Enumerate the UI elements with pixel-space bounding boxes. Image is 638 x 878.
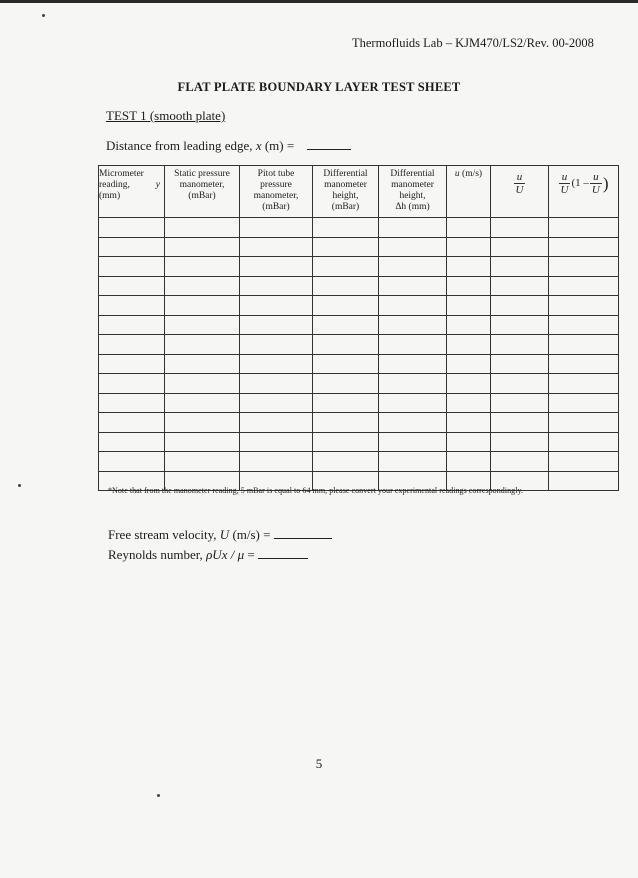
table-cell[interactable] <box>549 276 619 296</box>
table-cell[interactable] <box>549 452 619 472</box>
table-cell[interactable] <box>491 276 549 296</box>
table-cell[interactable] <box>313 374 379 394</box>
table-cell[interactable] <box>549 471 619 491</box>
col-profile-term: $\frac{u}{U}$ (1 – $\frac{u}{U}$ ) <box>549 166 619 218</box>
table-cell[interactable] <box>165 296 240 316</box>
table-cell[interactable] <box>99 296 165 316</box>
table-cell[interactable] <box>165 335 240 355</box>
table-cell[interactable] <box>379 413 447 433</box>
col-pitot-tube: Pitot tube pressure manometer, (mBar) <box>240 166 313 218</box>
table-cell[interactable] <box>447 393 491 413</box>
table-cell[interactable] <box>99 374 165 394</box>
table-cell[interactable] <box>99 237 165 257</box>
scan-speck <box>42 14 45 17</box>
table-cell[interactable] <box>549 315 619 335</box>
table-cell[interactable] <box>99 335 165 355</box>
free-stream-line <box>108 527 332 543</box>
top-border-line <box>0 0 638 3</box>
table-cell[interactable] <box>165 354 240 374</box>
table-cell[interactable] <box>379 296 447 316</box>
col-velocity-ratio: $\frac{u}{U}$ <box>491 166 549 218</box>
table-cell[interactable] <box>165 452 240 472</box>
reynolds-expr: ρUx / μ <box>206 547 245 562</box>
table-cell[interactable] <box>491 315 549 335</box>
table-cell[interactable] <box>379 354 447 374</box>
table-cell[interactable] <box>165 393 240 413</box>
table-cell[interactable] <box>240 237 313 257</box>
table-row <box>99 452 619 472</box>
table-row <box>99 335 619 355</box>
table-row <box>99 218 619 238</box>
reynolds-eq: = <box>247 547 255 562</box>
table-cell[interactable] <box>379 452 447 472</box>
table-cell[interactable] <box>165 276 240 296</box>
table-cell[interactable] <box>379 315 447 335</box>
table-cell[interactable] <box>549 296 619 316</box>
table-cell[interactable] <box>447 237 491 257</box>
table-cell[interactable] <box>491 354 549 374</box>
reynolds-blank[interactable] <box>258 558 308 559</box>
table-cell[interactable] <box>313 218 379 238</box>
table-cell[interactable] <box>491 237 549 257</box>
table-cell[interactable] <box>491 374 549 394</box>
table-cell[interactable] <box>447 452 491 472</box>
table-cell[interactable] <box>549 393 619 413</box>
table-row <box>99 296 619 316</box>
table-cell[interactable] <box>313 315 379 335</box>
table-cell[interactable] <box>491 413 549 433</box>
test-label: TEST 1 (smooth plate) <box>106 108 226 123</box>
table-cell[interactable] <box>165 218 240 238</box>
table-cell[interactable] <box>165 237 240 257</box>
table-body <box>99 218 619 491</box>
table-cell[interactable] <box>379 432 447 452</box>
free-stream-label: Free stream velocity, <box>108 527 217 542</box>
table-cell[interactable] <box>165 413 240 433</box>
table-cell[interactable] <box>240 218 313 238</box>
table-cell[interactable] <box>240 335 313 355</box>
table-cell[interactable] <box>549 354 619 374</box>
table-cell[interactable] <box>491 335 549 355</box>
distance-label: Distance from leading edge, <box>106 138 253 153</box>
table-cell[interactable] <box>447 335 491 355</box>
free-stream-blank[interactable] <box>274 538 332 539</box>
table-cell[interactable] <box>549 257 619 277</box>
data-table <box>98 165 619 491</box>
page-title: FLAT PLATE BOUNDARY LAYER TEST SHEET <box>177 80 461 94</box>
table-cell[interactable] <box>447 276 491 296</box>
table-cell[interactable] <box>99 452 165 472</box>
table-row <box>99 374 619 394</box>
table-cell[interactable] <box>549 413 619 433</box>
table-cell[interactable] <box>491 257 549 277</box>
scan-speck <box>18 484 21 487</box>
conversion-note: *Note that from the manometer reading, 5 mBar is equal to 64 mm, please convert your experimental readings correspondingly. <box>108 486 524 495</box>
table-row <box>99 257 619 277</box>
col-micrometer: Micrometer reading, y (mm) <box>99 166 165 218</box>
table-cell[interactable] <box>240 413 313 433</box>
table-cell[interactable] <box>240 374 313 394</box>
table-row <box>99 413 619 433</box>
table-cell[interactable] <box>447 257 491 277</box>
table-cell[interactable] <box>99 393 165 413</box>
document-reference: Thermofluids Lab – KJM470/LS2/Rev. 00-2008 <box>352 36 594 50</box>
distance-var: x <box>255 138 262 153</box>
table-row <box>99 237 619 257</box>
table-cell[interactable] <box>99 257 165 277</box>
table-cell[interactable] <box>99 413 165 433</box>
distance-blank[interactable] <box>307 149 351 150</box>
table-cell[interactable] <box>165 257 240 277</box>
table-cell[interactable] <box>313 432 379 452</box>
table-cell[interactable] <box>240 257 313 277</box>
col-velocity: u (m/s) <box>447 166 491 218</box>
scan-speck <box>157 794 160 797</box>
table-row <box>99 315 619 335</box>
table-cell[interactable] <box>491 393 549 413</box>
table-cell[interactable] <box>313 413 379 433</box>
table-cell[interactable] <box>447 374 491 394</box>
table-row <box>99 393 619 413</box>
table-cell[interactable] <box>313 257 379 277</box>
header-row <box>99 166 619 218</box>
table-cell[interactable] <box>313 276 379 296</box>
table-cell[interactable] <box>99 276 165 296</box>
table-cell[interactable] <box>447 354 491 374</box>
table-cell[interactable] <box>165 374 240 394</box>
table-cell[interactable] <box>313 354 379 374</box>
table-cell[interactable] <box>240 276 313 296</box>
reynolds-line <box>108 547 308 563</box>
table-cell[interactable] <box>447 296 491 316</box>
table-cell[interactable] <box>549 374 619 394</box>
table-cell[interactable] <box>379 237 447 257</box>
table-cell[interactable] <box>491 296 549 316</box>
table-row <box>99 276 619 296</box>
table-cell[interactable] <box>240 315 313 335</box>
table-cell[interactable] <box>379 276 447 296</box>
table-cell[interactable] <box>313 452 379 472</box>
table-cell[interactable] <box>549 218 619 238</box>
distance-line <box>106 138 351 154</box>
table-cell[interactable] <box>379 218 447 238</box>
table-cell[interactable] <box>99 354 165 374</box>
table-cell[interactable] <box>313 335 379 355</box>
table-cell[interactable] <box>240 354 313 374</box>
table-cell[interactable] <box>447 315 491 335</box>
table-cell[interactable] <box>447 432 491 452</box>
table-cell[interactable] <box>549 335 619 355</box>
table-cell[interactable] <box>379 374 447 394</box>
reynolds-label: Reynolds number, <box>108 547 203 562</box>
table-cell[interactable] <box>313 393 379 413</box>
table-cell[interactable] <box>99 218 165 238</box>
table-cell[interactable] <box>165 432 240 452</box>
free-stream-var: U <box>219 527 230 542</box>
free-stream-unit: (m/s) = <box>232 527 271 542</box>
table-row <box>99 354 619 374</box>
page-number: 5 <box>315 756 323 771</box>
table-cell[interactable] <box>313 296 379 316</box>
col-static-pressure: Static pressure manometer, (mBar) <box>165 166 240 218</box>
col-differential-mm: Differential manometer height, Δh (mm) <box>379 166 447 218</box>
col-differential-mbar: Differential manometer height, (mBar) <box>313 166 379 218</box>
table-cell[interactable] <box>491 452 549 472</box>
table-cell[interactable] <box>447 218 491 238</box>
table-cell[interactable] <box>165 315 240 335</box>
table-cell[interactable] <box>549 432 619 452</box>
distance-unit: (m) = <box>264 138 295 153</box>
table-cell[interactable] <box>379 393 447 413</box>
table-cell[interactable] <box>549 237 619 257</box>
table-cell[interactable] <box>99 315 165 335</box>
table-cell[interactable] <box>491 218 549 238</box>
table-cell[interactable] <box>240 393 313 413</box>
table-cell[interactable] <box>240 452 313 472</box>
table-cell[interactable] <box>99 432 165 452</box>
table-cell[interactable] <box>313 237 379 257</box>
table-cell[interactable] <box>379 335 447 355</box>
table-cell[interactable] <box>240 296 313 316</box>
table-cell[interactable] <box>379 257 447 277</box>
table-cell[interactable] <box>240 432 313 452</box>
table-cell[interactable] <box>491 432 549 452</box>
table-row <box>99 432 619 452</box>
table-cell[interactable] <box>447 413 491 433</box>
